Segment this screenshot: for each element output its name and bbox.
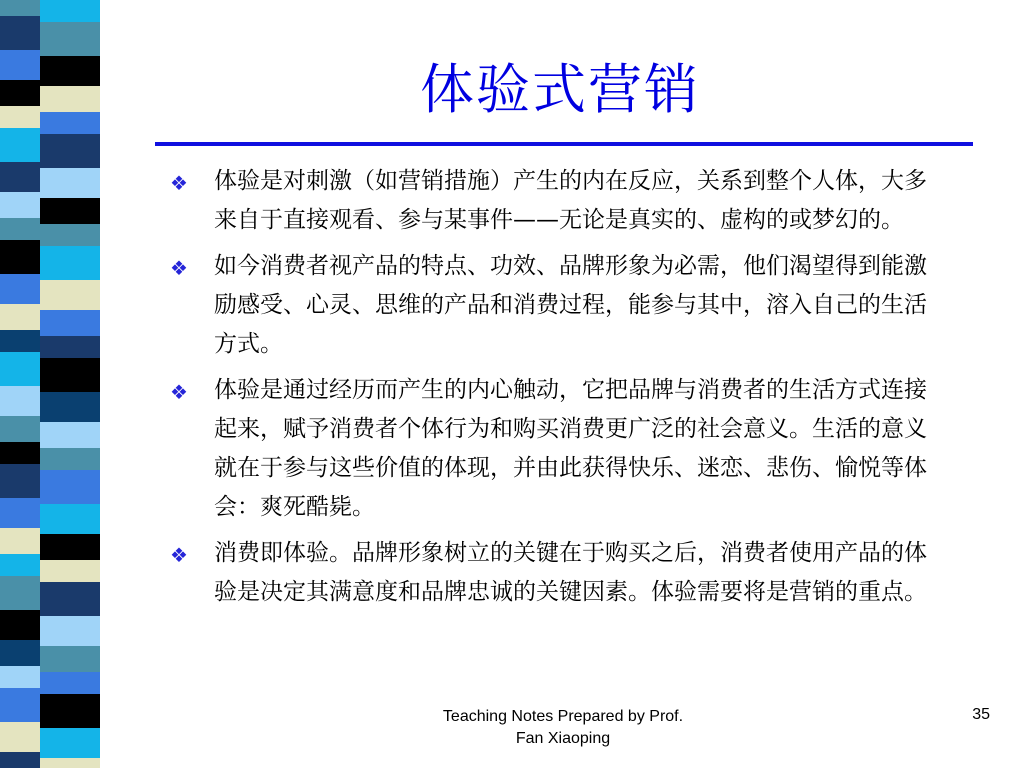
stripe-band xyxy=(0,576,40,610)
bullet-list xyxy=(170,162,930,619)
footer-credit xyxy=(402,706,724,750)
stripe-band xyxy=(0,688,40,722)
stripe-band xyxy=(40,56,100,86)
stripe-band xyxy=(40,694,100,728)
stripe-band xyxy=(40,22,100,56)
bullet-item xyxy=(170,371,930,527)
stripe-band xyxy=(40,392,100,422)
stripe-band xyxy=(0,752,40,768)
stripe-band xyxy=(0,80,40,106)
stripe-band xyxy=(0,640,40,666)
stripe-band xyxy=(0,610,40,640)
stripe-band xyxy=(40,504,100,534)
stripe-band xyxy=(40,560,100,582)
stripe-band xyxy=(0,106,40,128)
stripe-band xyxy=(0,330,40,352)
footer-line: Fan Xiaoping xyxy=(515,730,611,747)
stripe-band xyxy=(0,0,40,16)
bullet-item xyxy=(170,534,930,612)
stripe-band xyxy=(0,240,40,274)
stripe-band xyxy=(40,246,100,280)
bullet-text: 体验是通过经历而产生的内心触动，它把品牌与消费者的生活方式连接起来，赋予消费者个体行为和购买消费更广泛的社会意义。生活的意义就在于参与这些价值的体现，并由此获得快乐、迷恋、悲伤、愉悦等体会：爽死酷毙。 xyxy=(214,377,927,520)
stripe-band xyxy=(0,16,40,50)
stripe-band xyxy=(0,554,40,576)
stripe-band xyxy=(40,470,100,504)
stripe-band xyxy=(0,218,40,240)
stripe-band xyxy=(40,0,100,22)
stripe-band xyxy=(40,534,100,560)
stripe-band xyxy=(40,336,100,358)
stripe-band xyxy=(0,274,40,304)
stripe-band xyxy=(40,86,100,112)
stripe-band xyxy=(40,616,100,646)
stripe-gap xyxy=(100,0,130,768)
diamond-bullet-icon: ❖ xyxy=(170,256,188,280)
stripe-band xyxy=(0,304,40,330)
stripe-band xyxy=(0,416,40,442)
stripe-band xyxy=(40,422,100,448)
stripe-band xyxy=(40,758,100,768)
title-divider xyxy=(155,142,973,146)
diamond-bullet-icon: ❖ xyxy=(170,380,188,404)
bullet-text: 如今消费者视产品的特点、功效、品牌形象为必需，他们渴望得到能激励感受、心灵、思维的产品和消费过程，能参与其中，溶入自己的生活方式。 xyxy=(214,253,927,357)
page-number: 35 xyxy=(972,706,990,723)
stripe-band xyxy=(0,528,40,554)
stripe-band xyxy=(40,310,100,336)
bullet-text: 消费即体验。品牌形象树立的关键在于购买之后，消费者使用产品的体验是决定其满意度和品牌忠诚的关键因素。体验需要将是营销的重点。 xyxy=(214,540,927,605)
stripe-band xyxy=(0,192,40,218)
stripe-band xyxy=(40,582,100,616)
bullet-item xyxy=(170,247,930,364)
stripe-band xyxy=(0,352,40,386)
stripe-band xyxy=(40,672,100,694)
stripe-band xyxy=(0,50,40,80)
diamond-bullet-icon: ❖ xyxy=(170,171,188,195)
decorative-stripe-column xyxy=(0,0,130,768)
stripe-band xyxy=(40,280,100,310)
bullet-text: 体验是对刺激（如营销措施）产生的内在反应，关系到整个人体，大多来自于直接观看、参与某事件——无论是真实的、虚构的或梦幻的。 xyxy=(214,168,927,233)
stripe-band xyxy=(40,646,100,672)
stripe-band xyxy=(0,442,40,464)
stripe-band xyxy=(0,128,40,162)
bullet-item xyxy=(170,162,930,240)
stripe-band xyxy=(40,198,100,224)
stripe-band xyxy=(40,134,100,168)
footer-line: Teaching Notes Prepared by Prof. xyxy=(442,708,684,725)
stripe-band xyxy=(40,728,100,758)
stripe-band xyxy=(0,498,40,528)
stripe-band xyxy=(0,722,40,752)
stripe-band xyxy=(0,464,40,498)
stripe-band xyxy=(40,168,100,198)
stripe-band xyxy=(0,162,40,192)
stripe-band xyxy=(40,224,100,246)
stripe-band xyxy=(40,358,100,392)
stripe-band xyxy=(40,112,100,134)
stripe-band xyxy=(40,448,100,470)
stripe-band xyxy=(0,386,40,416)
diamond-bullet-icon: ❖ xyxy=(170,543,188,567)
stripe-band xyxy=(0,666,40,688)
slide-title: 体验式营销 xyxy=(420,58,700,121)
